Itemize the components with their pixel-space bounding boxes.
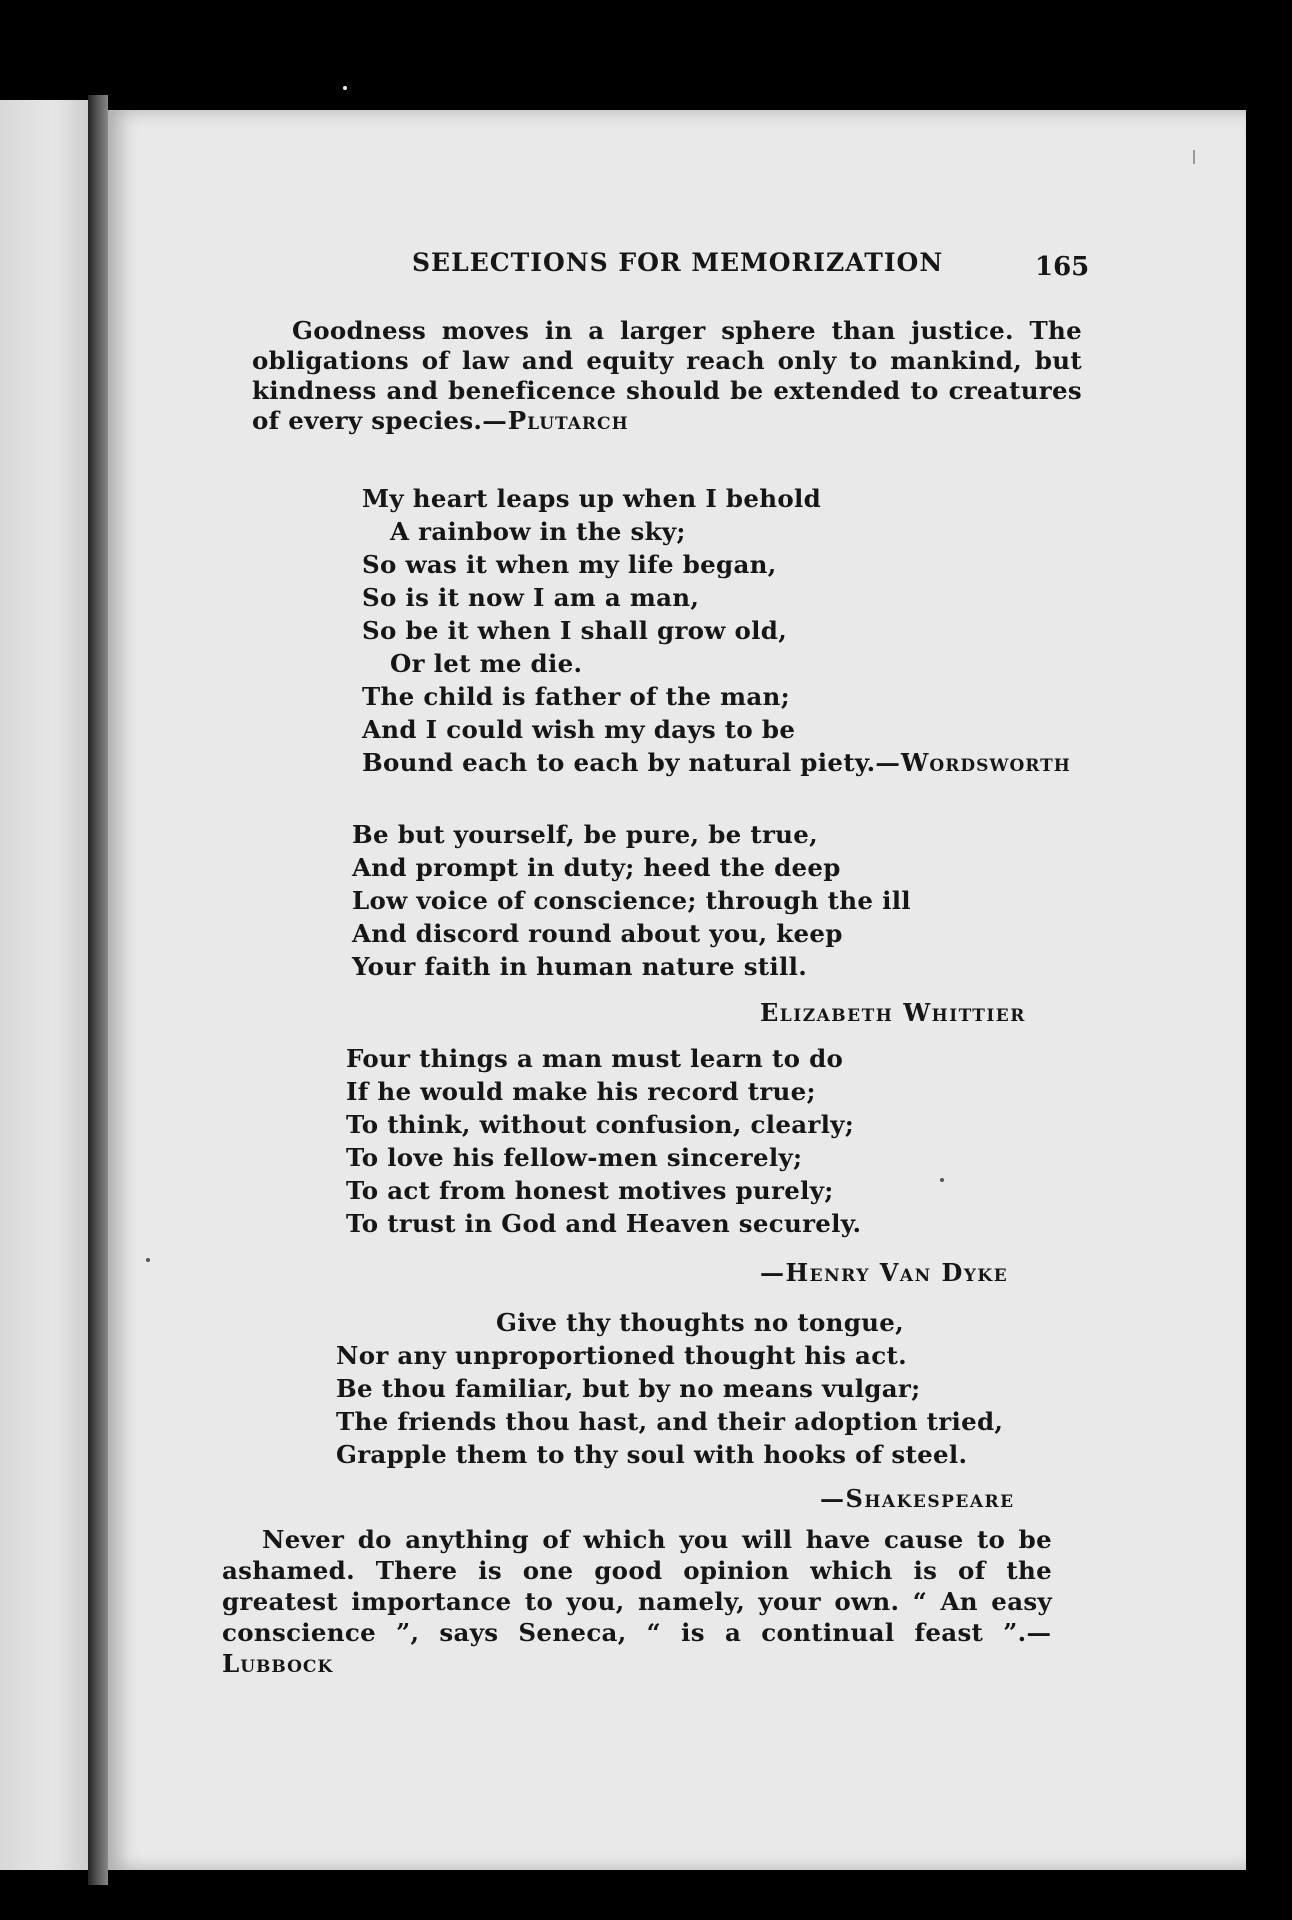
poem-line: To think, without confusion, clearly; [346, 1110, 855, 1139]
poem-line: Low voice of conscience; through the ill [352, 886, 911, 915]
whittier-poem [352, 818, 911, 983]
poem-line: So was it when my life began, [362, 550, 777, 579]
poem-line: Your faith in human nature still. [352, 952, 808, 981]
poem-line: Be thou familiar, but by no means vulgar; [336, 1374, 921, 1403]
poem-line: And discord round about you, keep [352, 919, 843, 948]
plutarch-author: —Plutarch [482, 406, 629, 435]
poem-line: Or let me die. [390, 649, 583, 678]
poem-line: Four things a man must learn to do [346, 1044, 844, 1073]
poem-line: To love his fellow-men sincerely; [346, 1143, 803, 1172]
poem-line: The child is father of the man; [362, 682, 790, 711]
poem-line: And prompt in duty; heed the deep [352, 853, 841, 882]
vandyke-author: —Henry Van Dyke [760, 1258, 1009, 1287]
poem-line: So be it when I shall grow old, [362, 616, 788, 645]
book-gutter [88, 95, 108, 1885]
poem-line: My heart leaps up when I behold [362, 484, 822, 513]
wordsworth-poem [362, 482, 1071, 779]
poem-line [362, 746, 1071, 779]
running-header: SELECTIONS FOR MEMORIZATION [412, 248, 944, 277]
poem-line: Grapple them to thy soul with hooks of steel. [336, 1440, 968, 1469]
plutarch-passage [252, 316, 1082, 436]
wordsworth-author: —Wordsworth [875, 748, 1071, 777]
lubbock-passage [222, 1524, 1052, 1679]
poem-line: So is it now I am a man, [362, 583, 700, 612]
poem-line: And I could wish my days to be [362, 715, 796, 744]
poem-line: The friends thou hast, and their adoption tried, [336, 1407, 1004, 1436]
scan-speck [146, 1258, 150, 1262]
shakespeare-poem [336, 1306, 1003, 1471]
poem-line: To trust in God and Heaven securely. [346, 1209, 862, 1238]
page-number: 165 [1035, 252, 1090, 282]
poem-line: Nor any unproportioned thought his act. [336, 1341, 907, 1370]
scan-speck [1193, 150, 1195, 164]
poem-line-text: Bound each to each by natural piety. [362, 748, 876, 777]
plutarch-text: Goodness moves in a larger sphere than justice. The obligations of law and equity reach only to mankind, but kindness and beneficence should be extended to creatures of every species. [252, 316, 1082, 435]
poem-line: A rainbow in the sky; [390, 517, 686, 546]
shakespeare-author: —Shakespeare [820, 1484, 1015, 1513]
vandyke-poem [346, 1042, 861, 1240]
lubbock-text: Never do anything of which you will have cause to be ashamed. There is one good opinion which is of the greatest importance to you, namely, your own. “ An easy conscience ”, says Seneca, “ is a continual feast ”. [222, 1525, 1052, 1647]
scan-speck [940, 1178, 944, 1182]
poem-line: If he would make his record true; [346, 1077, 816, 1106]
poem-line: To act from honest motives purely; [346, 1176, 834, 1205]
poem-line: Be but yourself, be pure, be true, [352, 820, 819, 849]
whittier-author: Elizabeth Whittier [760, 998, 1026, 1027]
lubbock-author: —Lubbock [222, 1618, 1052, 1678]
poem-line: Give thy thoughts no tongue, [496, 1308, 904, 1337]
left-page-edge [0, 100, 88, 1870]
scan-speck [343, 86, 347, 90]
